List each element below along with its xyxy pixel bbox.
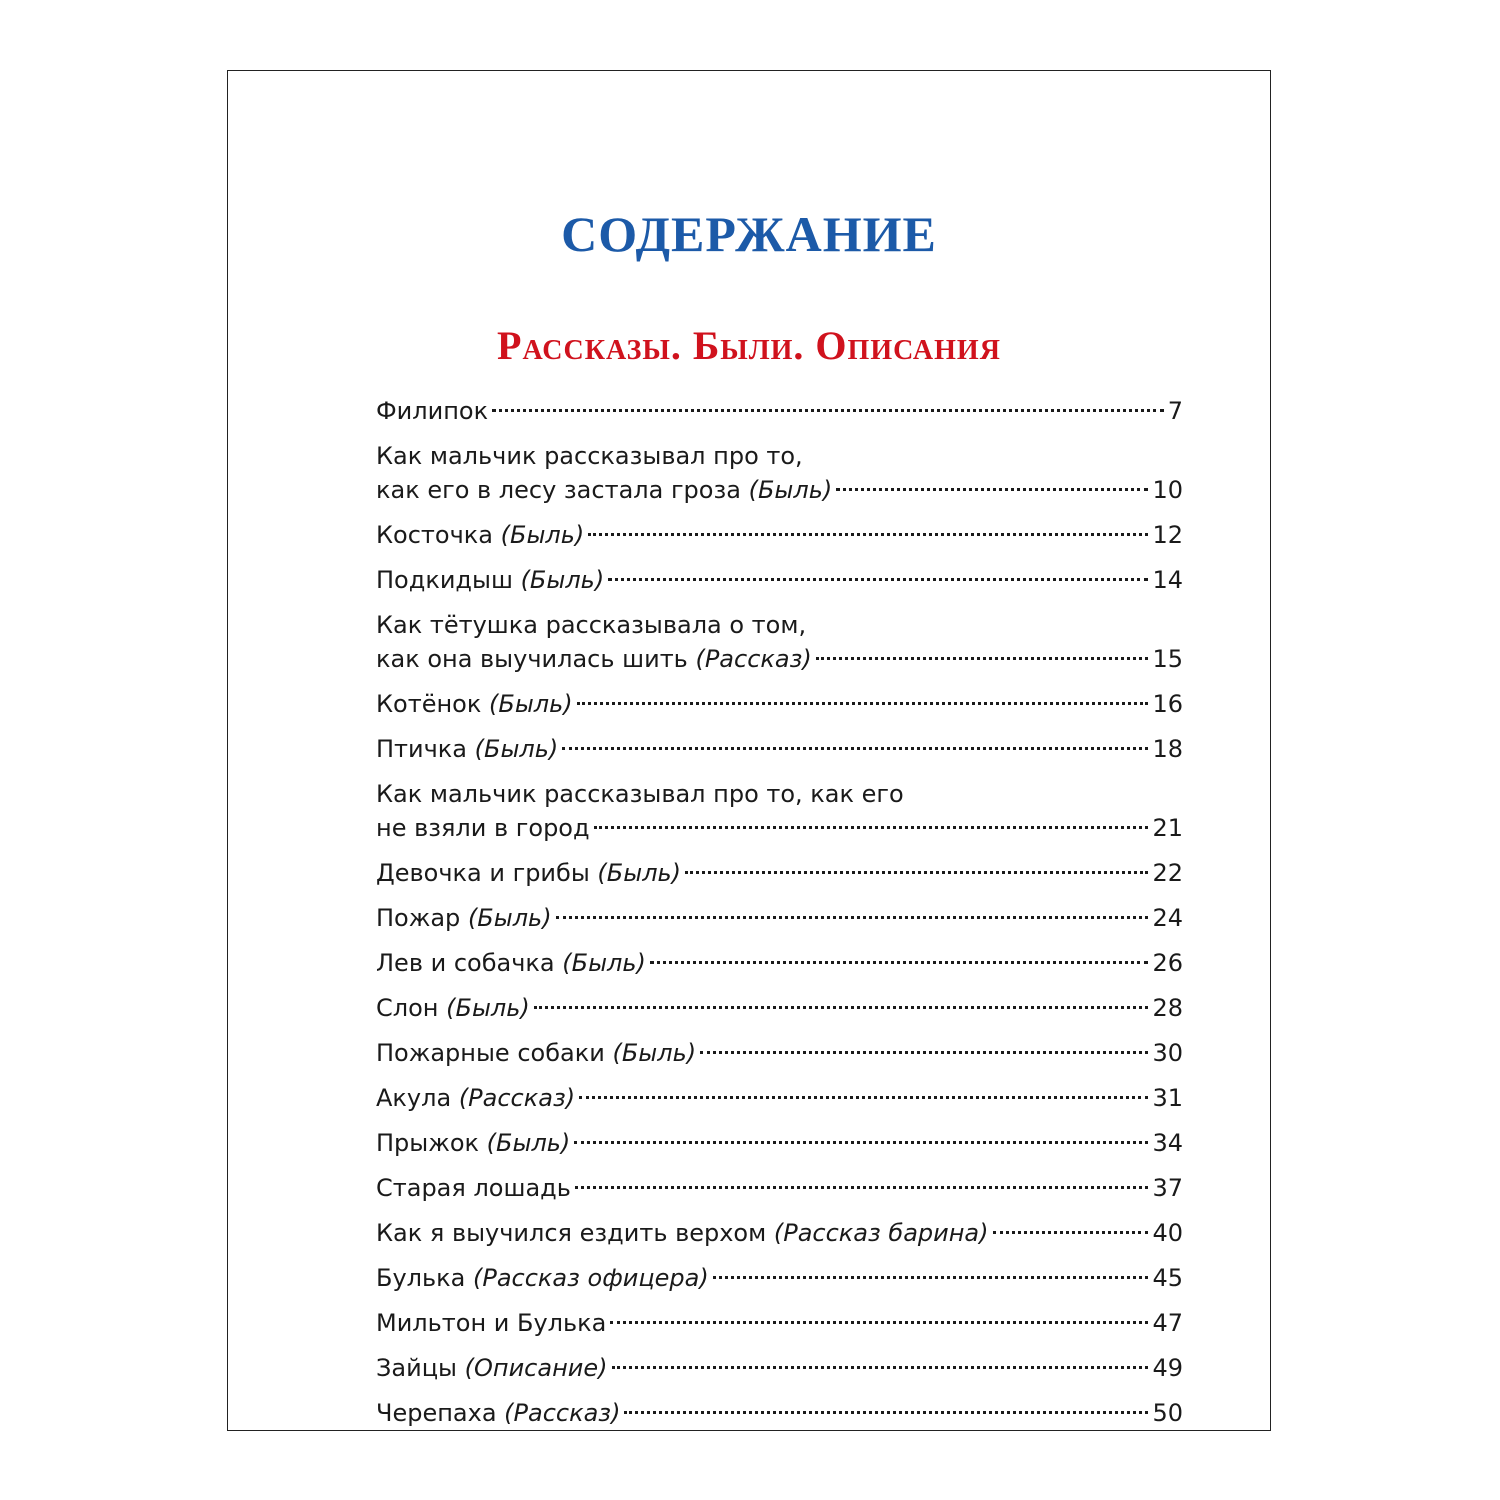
toc-entry-row [376,394,1183,428]
toc-entry-text [376,1036,696,1070]
toc-entry-text [376,473,832,507]
toc-entry-row [376,1036,1183,1070]
toc-entry-text [376,991,530,1025]
toc-entry[interactable] [376,901,1183,935]
toc-entry-page-number: 34 [1152,1129,1183,1157]
toc-entry[interactable] [376,1351,1183,1385]
toc-entry-title: Мильтон и Булька [376,1309,607,1337]
toc-entry[interactable] [376,1126,1183,1160]
toc-entry[interactable] [376,439,1183,507]
toc-entry-genre-note: (Быль) [446,994,530,1022]
toc-entry-text [376,811,590,845]
toc-entry-title: Котёнок [376,690,482,718]
toc-entry-page-number: 28 [1152,994,1183,1022]
toc-entry-row [376,856,1183,890]
toc-entry-genre-note: (Рассказ барина) [773,1219,989,1247]
toc-entry-page-number: 21 [1152,814,1183,842]
toc-entry-page-number: 24 [1152,904,1183,932]
dot-leader [608,578,1148,581]
toc-entry-title: Пожар [376,904,461,932]
toc-entry-page-number: 10 [1152,476,1183,504]
dot-leader [534,1006,1149,1009]
toc-entry-page-number: 12 [1152,521,1183,549]
toc-entry-row [376,1351,1183,1385]
dot-leader [562,747,1148,750]
toc-entry-genre-note: (Быль) [748,476,833,504]
toc-entry-genre-note: (Быль) [474,735,559,763]
toc-entry-page-number: 37 [1152,1174,1183,1202]
toc-entry-row [376,473,1183,507]
toc-entry-text [376,946,646,980]
toc-entry-row [376,811,1183,845]
dot-leader [685,871,1148,874]
toc-entry-title: Птичка [376,735,468,763]
toc-entry-row [376,1171,1183,1205]
toc-entry-title: Слон [376,994,439,1022]
toc-entry-page-number: 22 [1152,859,1183,887]
toc-entry-row [376,1126,1183,1160]
dot-leader [577,702,1149,705]
toc-entry[interactable] [376,946,1183,980]
toc-entry-row [376,1081,1183,1115]
toc-entry-text [376,1351,608,1385]
toc-entry-page-number: 15 [1152,645,1183,673]
toc-entry[interactable] [376,732,1183,766]
toc-entry[interactable] [376,687,1183,721]
toc-entry-row [376,518,1183,552]
toc-entry[interactable] [376,518,1183,552]
dot-leader [836,488,1148,491]
dot-leader [650,961,1149,964]
toc-entry-page-number: 50 [1152,1399,1183,1427]
book-page [227,70,1271,1431]
toc-entry-page-number: 49 [1152,1354,1183,1382]
toc-entry-title: Как я выучился ездить верхом [376,1219,767,1247]
dot-leader [816,657,1149,660]
toc-entry-page-number: 14 [1152,566,1183,594]
dot-leader [713,1276,1149,1279]
toc-entry[interactable] [376,1171,1183,1205]
toc-entry-row [376,1216,1183,1250]
toc-entry-title-line: Как тётушка рассказывала о том, [376,611,807,639]
toc-entry-row [376,687,1183,721]
toc-entry-row [376,946,1183,980]
toc-entry-title: Старая лошадь [376,1174,571,1202]
toc-entry[interactable] [376,1036,1183,1070]
toc-entry-text [376,687,573,721]
dot-leader [624,1411,1148,1414]
toc-entry-title: Девочка и грибы [376,859,590,887]
toc-entry-text [376,1126,570,1160]
toc-entry-genre-note: (Описание) [464,1354,608,1382]
section-heading: Рассказы. Были. Описания [497,323,1001,368]
toc-entry-genre-note: (Рассказ) [504,1399,621,1427]
toc-entry-title-line: Как мальчик рассказывал про то, [376,442,803,470]
toc-entry-page-number: 40 [1152,1219,1183,1247]
dot-leader [588,533,1148,536]
toc-entry-genre-note: (Быль) [467,904,552,932]
toc-entry-row [376,991,1183,1025]
toc-entry-row [376,901,1183,935]
toc-entry[interactable] [376,777,1183,845]
toc-entry-genre-note: (Рассказ) [458,1084,576,1112]
toc-entry[interactable] [376,1306,1183,1340]
toc-entry-page-number: 26 [1152,949,1183,977]
toc-entry-text [376,732,558,766]
dot-leader [579,1096,1148,1099]
toc-entry-page-number: 45 [1152,1264,1183,1292]
toc-entry-genre-note: (Быль) [562,949,646,977]
toc-entry-page-number: 16 [1152,690,1183,718]
toc-entry-genre-note: (Быль) [597,859,682,887]
toc-entry-title: как она выучилась шить [376,645,688,673]
toc-entry-genre-note: (Рассказ) [695,645,812,673]
contents-title: СОДЕРЖАНИЕ [561,206,937,262]
toc-entry-title: не взяли в город [376,814,590,842]
toc-entry-title: Прыжок [376,1129,480,1157]
dot-leader [594,826,1149,829]
toc-entry-page-number: 7 [1167,397,1183,425]
toc-entry-page-number: 31 [1152,1084,1183,1112]
toc-entry[interactable] [376,1396,1183,1430]
toc-entry-text [376,1081,575,1115]
toc-entry-row [376,1396,1183,1430]
toc-entry-title: Филипок [376,397,489,425]
toc-entry-row [376,1261,1183,1295]
dot-leader [574,1141,1148,1144]
toc-entry-text [376,1306,606,1340]
toc-entry-genre-note: (Рассказ офицера) [473,1264,709,1292]
toc-entry-title: Булька [376,1264,466,1292]
toc-entry-genre-note: (Быль) [486,1129,571,1157]
dot-leader [610,1321,1148,1324]
toc-entry[interactable] [376,394,1183,428]
toc-entry-text [376,563,604,597]
dot-leader [993,1231,1149,1234]
dot-leader [575,1186,1149,1189]
toc-entry-text [376,1171,571,1205]
toc-entry-page-number: 18 [1152,735,1183,763]
toc-entry-page-number: 47 [1152,1309,1183,1337]
toc-entry-text [376,856,681,890]
toc-entry-text [376,394,488,428]
dot-leader [492,409,1164,412]
table-of-contents [376,394,1183,1441]
dot-leader [700,1051,1148,1054]
toc-entry-genre-note: (Быль) [500,521,585,549]
toc-entry[interactable] [376,1081,1183,1115]
toc-entry-row [376,732,1183,766]
toc-entry-genre-note: (Быль) [520,566,605,594]
dot-leader [612,1366,1149,1369]
toc-entry-title: Подкидыш [376,566,513,594]
toc-entry-row [376,563,1183,597]
toc-entry-title: Зайцы [376,1354,457,1382]
toc-entry-title: Пожарные собаки [376,1039,605,1067]
toc-entry-title: Черепаха [376,1399,497,1427]
toc-entry[interactable] [376,1216,1183,1250]
toc-entry-title: Косточка [376,521,493,549]
toc-entry-text [376,642,812,676]
toc-entry[interactable] [376,856,1183,890]
toc-entry[interactable] [376,608,1183,676]
toc-entry-genre-note: (Быль) [612,1039,697,1067]
toc-entry-row [376,1306,1183,1340]
toc-entry[interactable] [376,991,1183,1025]
toc-entry-text [376,1261,709,1295]
toc-entry[interactable] [376,1261,1183,1295]
toc-entry-genre-note: (Быль) [488,690,573,718]
toc-entry-title-line: Как мальчик рассказывал про то, как его [376,780,904,808]
toc-entry-row [376,642,1183,676]
toc-entry-text [376,518,584,552]
toc-entry-text [376,901,552,935]
toc-entry[interactable] [376,563,1183,597]
toc-entry-title: как его в лесу застала гроза [376,476,741,504]
toc-entry-text [376,1216,989,1250]
toc-entry-text [376,1396,620,1430]
toc-entry-page-number: 30 [1152,1039,1183,1067]
dot-leader [556,916,1149,919]
toc-entry-title: Лев и собачка [376,949,555,977]
toc-entry-title: Акула [376,1084,452,1112]
